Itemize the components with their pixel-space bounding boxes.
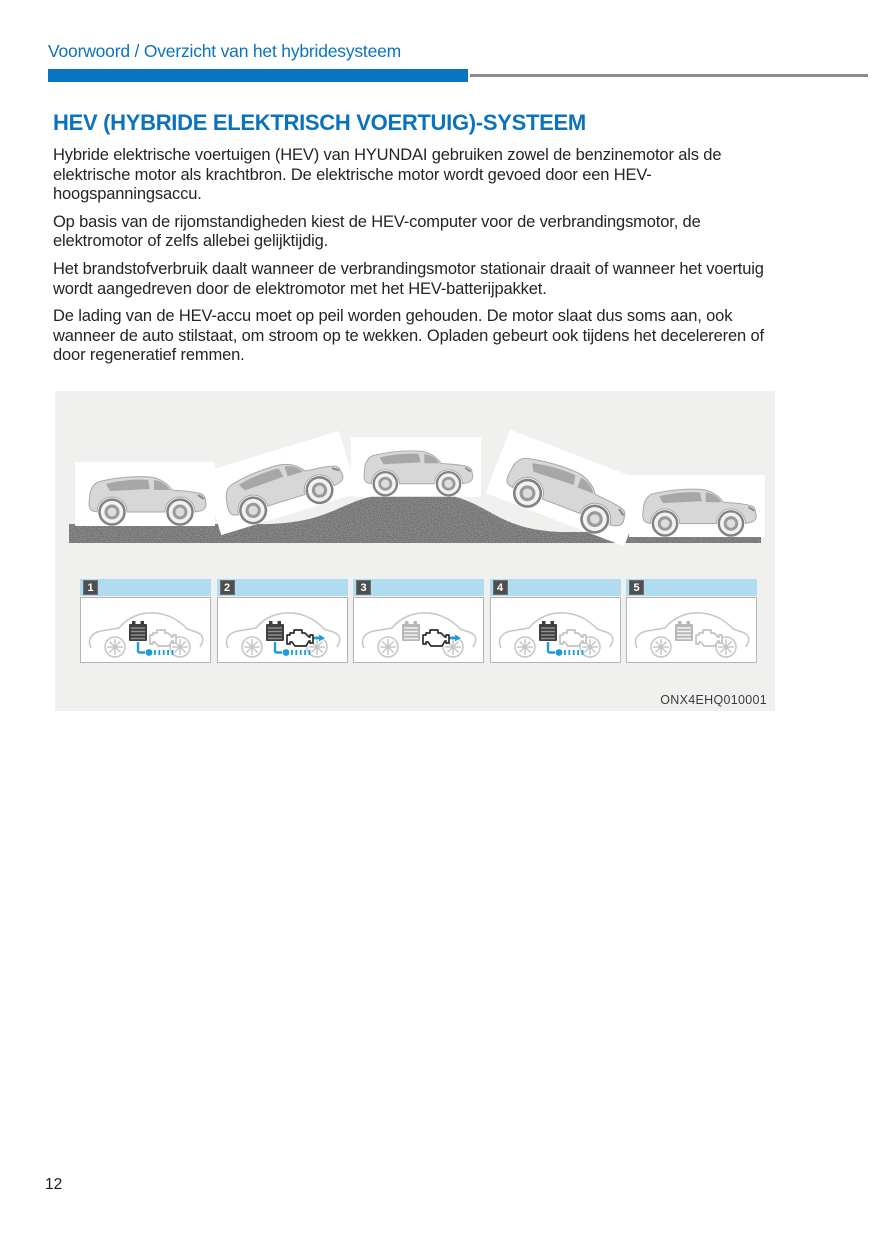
mode-box-diagram <box>80 597 211 663</box>
figure-code: ONX4EHQ010001 <box>660 693 767 707</box>
battery-icon <box>129 621 147 641</box>
suv-flat-left <box>75 462 215 526</box>
engine-icon <box>560 630 586 646</box>
mode-number-badge: 2 <box>220 580 235 595</box>
hill-scene-illustration <box>55 391 775 546</box>
engine-icon <box>150 630 176 646</box>
battery-icon <box>539 621 557 641</box>
body-paragraph: Het brandstofverbruik daalt wanneer de verbrandingsmotor stationair draait of wanneer het voertuig wordt aangedreven door de elektromotor met het HEV-batterijpakket. <box>53 259 764 298</box>
mode-diagram-svg <box>221 599 344 661</box>
battery-icon <box>402 621 420 641</box>
body-text-block <box>53 146 793 374</box>
mode-box-diagram <box>353 597 484 663</box>
mode-box-diagram <box>217 597 348 663</box>
header-divider-line <box>470 74 868 77</box>
mode-box-5 <box>626 579 757 663</box>
mode-diagram-svg <box>630 599 753 661</box>
mode-number-badge: 4 <box>493 580 508 595</box>
mode-box-1 <box>80 579 211 663</box>
mode-diagram-svg <box>494 599 617 661</box>
mode-number-badge: 3 <box>356 580 371 595</box>
drive-mode-row <box>80 579 757 663</box>
mode-box-header <box>80 579 211 596</box>
mode-number-badge: 1 <box>83 580 98 595</box>
mode-box-header <box>490 579 621 596</box>
suv-flat-right <box>629 475 765 537</box>
engine-icon <box>287 630 313 646</box>
mode-box-diagram <box>490 597 621 663</box>
header-accent-bar <box>48 69 468 82</box>
mode-box-header <box>626 579 757 596</box>
power-flow-engine <box>314 635 325 642</box>
mode-box-2 <box>217 579 348 663</box>
body-paragraph: De lading van de HEV-accu moet op peil worden gehouden. De motor slaat dus soms aan, ook wanneer de auto stilstaat, om stroom op te wekken. Opladen gebeurt ook tijdens het decelereren of door regeneratief remmen. <box>53 307 764 365</box>
mode-box-3 <box>353 579 484 663</box>
page-number: 12 <box>45 1176 63 1193</box>
mode-box-header <box>217 579 348 596</box>
page-title: HEV (HYBRIDE ELEKTRISCH VOERTUIG)-SYSTEEM <box>53 110 586 135</box>
mode-diagram-svg <box>84 599 207 661</box>
suv-crest <box>351 437 481 497</box>
power-flow-engine <box>450 635 461 642</box>
body-paragraph: Op basis van de rijomstandigheden kiest de HEV-computer voor de verbrandingsmotor, de elektromotor of zelfs allebei gelijktijdig. <box>53 212 701 251</box>
mode-box-4 <box>490 579 621 663</box>
mode-number-badge: 5 <box>629 580 644 595</box>
mode-diagram-svg <box>357 599 480 661</box>
mode-box-diagram <box>626 597 757 663</box>
battery-icon <box>675 621 693 641</box>
body-paragraph: Hybride elektrische voertuigen (HEV) van HYUNDAI gebruiken zowel de benzinemotor als de elektrische motor als krachtbron. De elektrische motor wordt gevoed door een HEV-hoogspanningsaccu. <box>53 146 722 204</box>
battery-icon <box>266 621 284 641</box>
mode-box-header <box>353 579 484 596</box>
breadcrumb: Voorwoord / Overzicht van het hybridesysteem <box>48 41 402 61</box>
figure-panel <box>55 391 775 711</box>
engine-icon <box>423 630 449 646</box>
engine-icon <box>696 630 722 646</box>
